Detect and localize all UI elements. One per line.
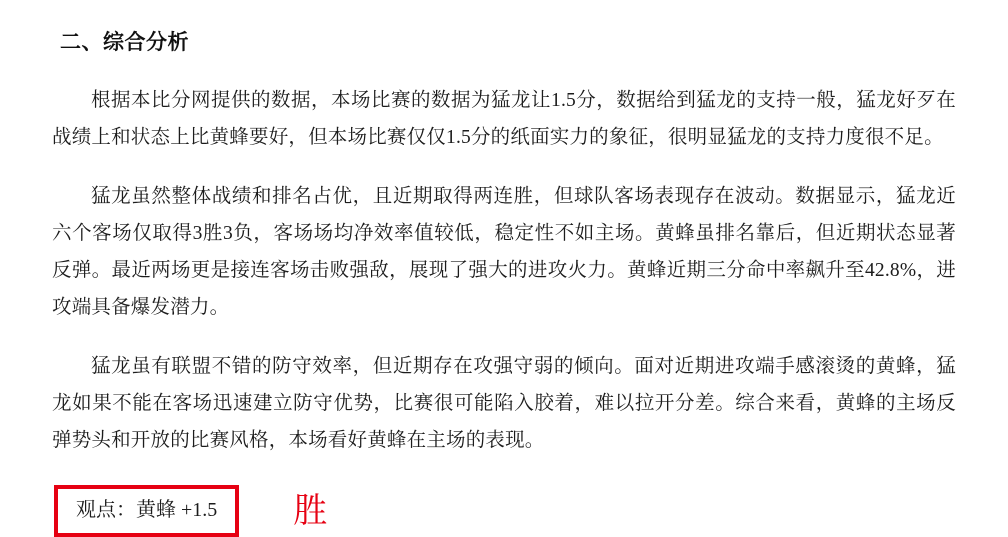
paragraph-3: 猛龙虽有联盟不错的防守效率，但近期存在攻强守弱的倾向。面对近期进攻端手感滚烫的黄蜂，猛龙如果不能在客场迅速建立防守优势，比赛很可能陷入胶着，难以拉开分差。综合来看，黄蜂的主场反弹势头和开放的比赛风格，本场看好黄蜂在主场的表现。 — [52, 356, 956, 451]
conclusion-pick-box: 观点：黄蜂 +1.5 — [54, 485, 239, 537]
page-title: 二、综合分析 — [60, 30, 189, 54]
page-left-margin-rule — [30, 0, 32, 535]
result-mark: 胜 — [293, 491, 328, 531]
conclusion-row — [52, 485, 956, 537]
paragraph-1: 根据本比分网提供的数据，本场比赛的数据为猛龙让1.5分，数据给到猛龙的支持一般，猛龙好歹在战绩上和状态上比黄蜂要好，但本场比赛仅仅1.5分的纸面实力的象征，很明显猛龙的支持力度很不足。 — [52, 90, 956, 148]
paragraph-2: 猛龙虽然整体战绩和排名占优，且近期取得两连胜，但球队客场表现存在波动。数据显示，猛龙近六个客场仅取得3胜3负，客场场均净效率值较低，稳定性不如主场。黄蜂虽排名靠后，但近期状态显著反弹。最近两场更是接连客场击败强敌，展现了强大的进攻火力。黄蜂近期三分命中率飙升至42.8%，进攻端具备爆发潜力。 — [52, 186, 956, 318]
